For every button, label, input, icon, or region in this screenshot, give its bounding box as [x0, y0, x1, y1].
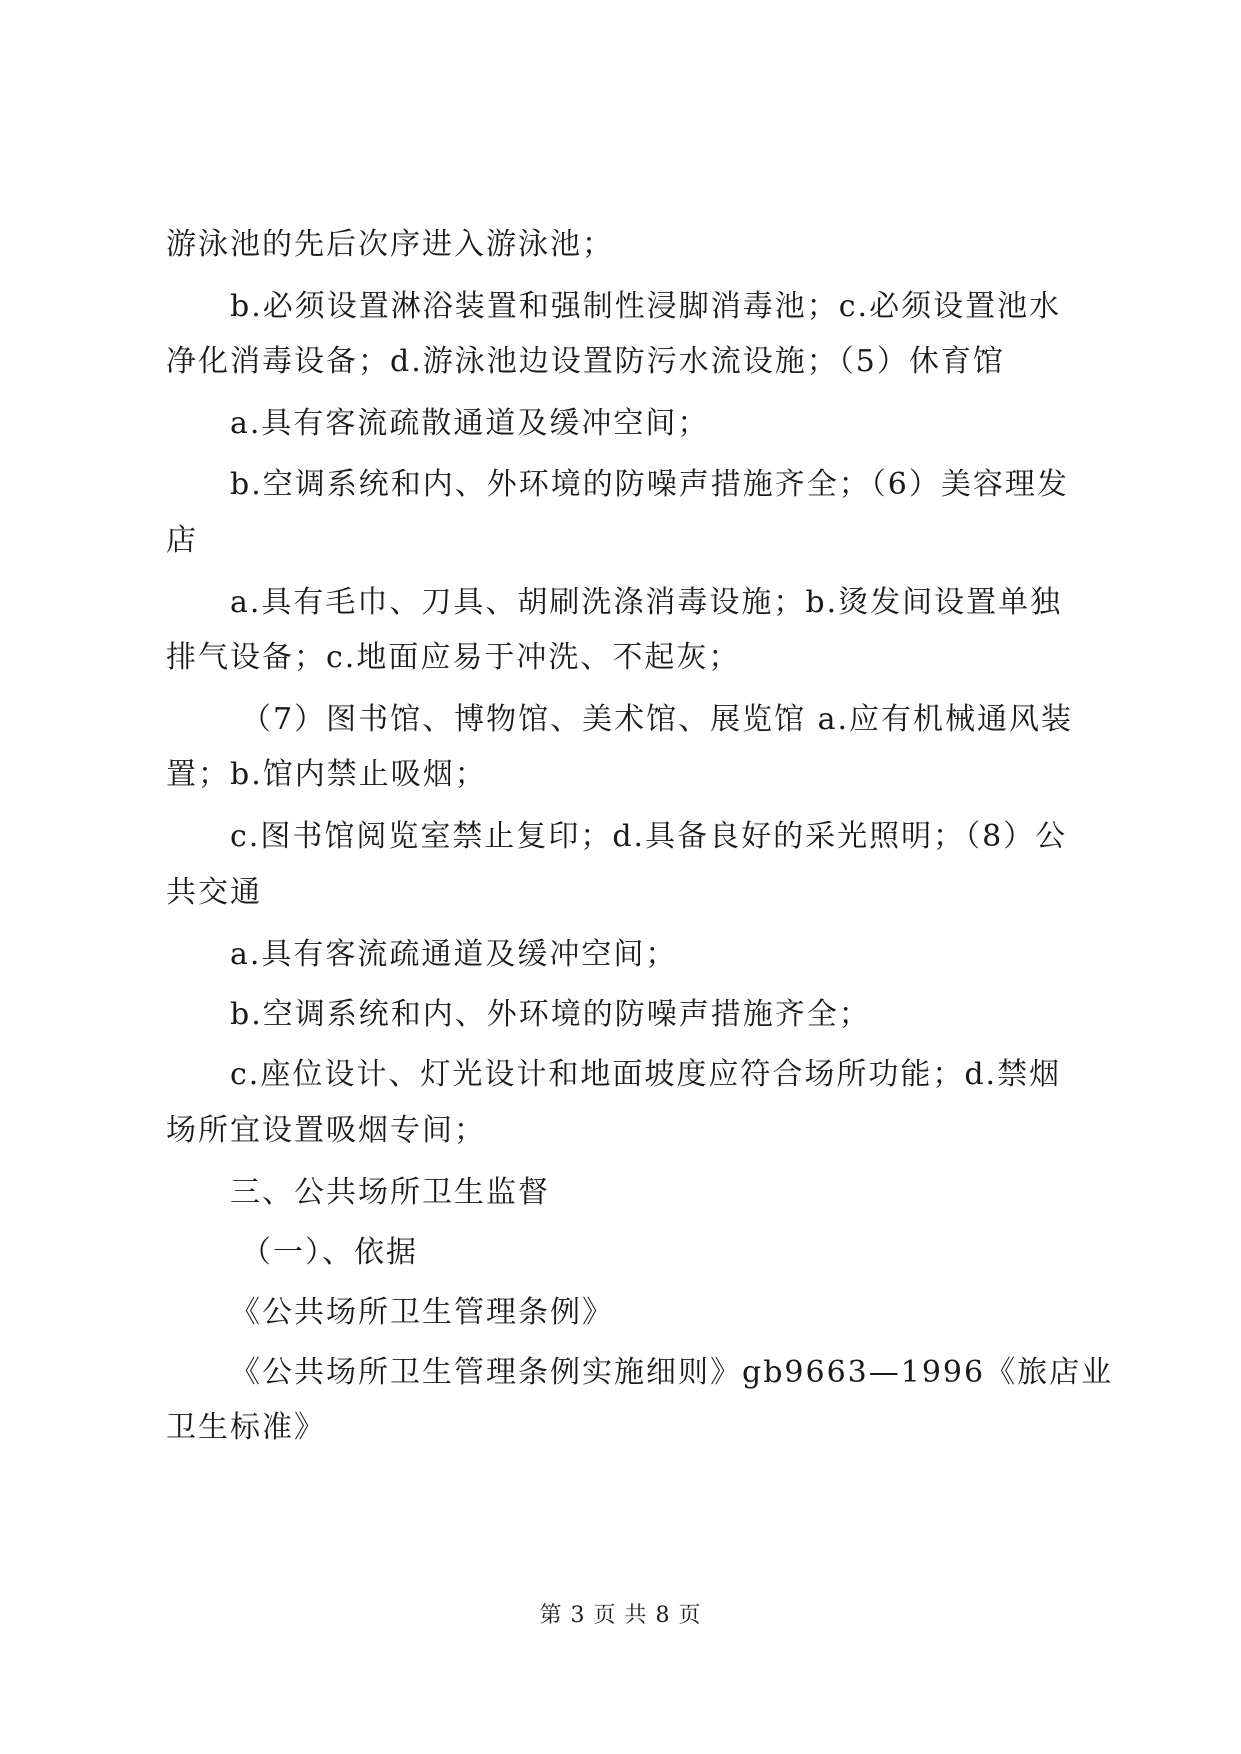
text-line: b.必须设置淋浴装置和强制性浸脚消毒池；c.必须设置池水 — [230, 289, 1062, 324]
subsection-heading: （一）、依据 — [241, 1235, 418, 1270]
text-line: （7）图书馆、博物馆、美术馆、展览馆 a.应有机械通风装 — [241, 702, 1074, 737]
text-line: 置；b.馆内禁止吸烟； — [166, 757, 487, 792]
text-line: c.图书馆阅览室禁止复印；d.具备良好的采光照明；（8）公 — [230, 819, 1068, 854]
text-line: 净化消毒设备；d.游泳池边设置防污水流设施；（5）休育馆 — [166, 344, 1005, 379]
page-number-footer: 第 3 页 共 8 页 — [539, 1603, 702, 1628]
text-line: b.空调系统和内、外环境的防噪声措施齐全；（6）美容理发 — [230, 467, 1069, 502]
section-heading: 三、公共场所卫生监督 — [230, 1175, 550, 1210]
text-line: a.具有客流疏通道及缓冲空间； — [230, 937, 678, 972]
text-line: c.座位设计、灯光设计和地面坡度应符合场所功能；d.禁烟 — [230, 1057, 1062, 1092]
text-line: 《公共场所卫生管理条例实施细则》gb9663—1996《旅店业 — [230, 1355, 1114, 1390]
text-line: a.具有毛巾、刀具、胡刷洗涤消毒设施；b.烫发间设置单独 — [230, 585, 1063, 620]
text-line: 共交通 — [166, 875, 262, 910]
text-line: 排气设备；c.地面应易于冲洗、不起灰； — [166, 640, 741, 675]
text-line: 店 — [166, 523, 198, 558]
text-line: 场所宜设置吸烟专间； — [166, 1113, 486, 1148]
text-line: 卫生标准》 — [166, 1410, 326, 1445]
text-line: 游泳池的先后次序进入游泳池； — [166, 227, 614, 262]
text-line: b.空调系统和内、外环境的防噪声措施齐全； — [230, 997, 871, 1032]
text-line: 《公共场所卫生管理条例》 — [230, 1295, 614, 1330]
text-line: a.具有客流疏散通道及缓冲空间； — [230, 406, 710, 441]
